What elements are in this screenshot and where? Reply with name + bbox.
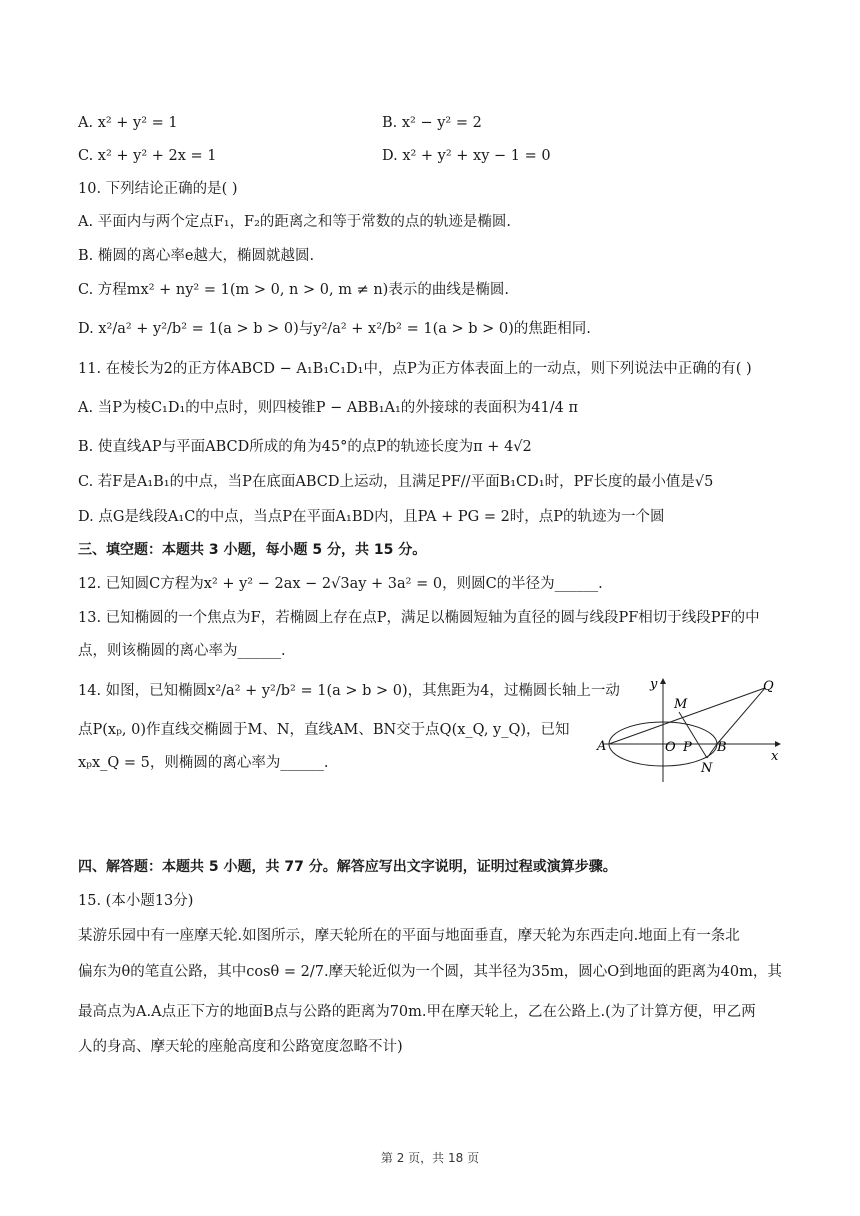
question-13-line-2: 点，则该椭圆的离心率为______. — [78, 643, 286, 659]
option-a-q9: A. x² + y² = 1 — [78, 115, 178, 131]
question-10-option-d: D. x²/a² + y²/b² = 1(a > b > 0)与y²/a² + x²/b² = 1(a > b > 0)的焦距相同. — [78, 321, 591, 337]
question-15-line-3: 最高点为A.A点正下方的地面B点与公路的距离为70m.甲在摩天轮上，乙在公路上.(为了计算方便，甲乙两 — [78, 1004, 756, 1020]
label-Q: Q — [763, 679, 774, 694]
x-axis-arrow — [775, 741, 781, 747]
question-11-option-a: A. 当P为棱C₁D₁的中点时，则四棱锥P − ABB₁A₁的外接球的表面积为41/4 π — [78, 400, 578, 416]
question-14-line-2: 点P(xₚ, 0)作直线交椭圆于M、N，直线AM、BN交于点Q(x_Q, y_Q)，已知 — [78, 722, 570, 738]
question-15-stem: 15. (本小题13分) — [78, 893, 194, 909]
label-A: A — [597, 739, 607, 754]
question-10-option-c: C. 方程mx² + ny² = 1(m > 0, n > 0, m ≠ n)表示的曲线是椭圆. — [78, 282, 509, 298]
question-11-option-c: C. 若F是A₁B₁的中点，当P在底面ABCD上运动，且满足PF//平面B₁CD₁时，PF长度的最小值是√5 — [78, 474, 714, 490]
question-14-line-1: 14. 如图，已知椭圆x²/a² + y²/b² = 1(a > b > 0)，其焦距为4，过椭圆长轴上一动 — [78, 683, 620, 699]
page-footer: 第 2 页，共 18 页 — [380, 1151, 480, 1165]
label-O: O — [665, 740, 676, 755]
question-10-option-b: B. 椭圆的离心率e越大，椭圆就越圆. — [78, 248, 315, 264]
question-15-line-2: 偏东为θ的笔直公路，其中cosθ = 2/7.摩天轮近似为一个圆，其半径为35m，圆心O到地面的距离为40m，其 — [78, 964, 782, 980]
label-y: y — [650, 677, 658, 692]
question-12: 12. 已知圆C方程为x² + y² − 2ax − 2√3ay + 3a² = 0，则圆C的半径为______. — [78, 576, 603, 592]
option-b-q9: B. x² − y² = 2 — [382, 115, 482, 131]
question-11-option-b: B. 使直线AP与平面ABCD所成的角为45°的点P的轨迹长度为π + 4√2 — [78, 439, 532, 455]
label-N: N — [701, 761, 713, 776]
label-B: B — [717, 740, 727, 755]
question-11-option-d: D. 点G是线段A₁C的中点，当点P在平面A₁BD内，且PA + PG = 2时，点P的轨迹为一个圆 — [78, 509, 665, 525]
ellipse-figure — [595, 672, 785, 784]
y-axis-arrow — [660, 678, 666, 684]
label-x: x — [771, 749, 779, 764]
section-4-heading: 四、解答题：本题共 5 小题，共 77 分。解答应写出文字说明，证明过程或演算步骤。 — [78, 859, 617, 875]
line-BN — [707, 744, 717, 758]
question-14-line-3: xₚx_Q = 5，则椭圆的离心率为______. — [78, 755, 329, 771]
question-13-line-1: 13. 已知椭圆的一个焦点为F，若椭圆上存在点P，满足以椭圆短轴为直径的圆与线段PF相切于线段PF的中 — [78, 610, 760, 626]
label-P: P — [683, 740, 692, 755]
section-3-heading: 三、填空题：本题共 3 小题，每小题 5 分，共 15 分。 — [78, 542, 427, 558]
question-10-option-a: A. 平面内与两个定点F₁，F₂的距离之和等于常数的点的轨迹是椭圆. — [78, 214, 512, 230]
question-15-line-4: 人的身高、摩天轮的座舱高度和公路宽度忽略不计) — [78, 1039, 403, 1055]
question-11-stem: 11. 在棱长为2的正方体ABCD − A₁B₁C₁D₁中，点P为正方体表面上的一动点，则下列说法中正确的有( ) — [78, 361, 752, 377]
question-15-line-1: 某游乐园中有一座摩天轮.如图所示，摩天轮所在的平面与地面垂直，摩天轮为东西走向.地面上有一条北 — [78, 928, 740, 944]
label-M: M — [674, 697, 688, 712]
question-10-stem: 10. 下列结论正确的是( ) — [78, 181, 238, 197]
option-c-q9: C. x² + y² + 2x = 1 — [78, 148, 217, 164]
option-d-q9: D. x² + y² + xy − 1 = 0 — [382, 148, 551, 164]
